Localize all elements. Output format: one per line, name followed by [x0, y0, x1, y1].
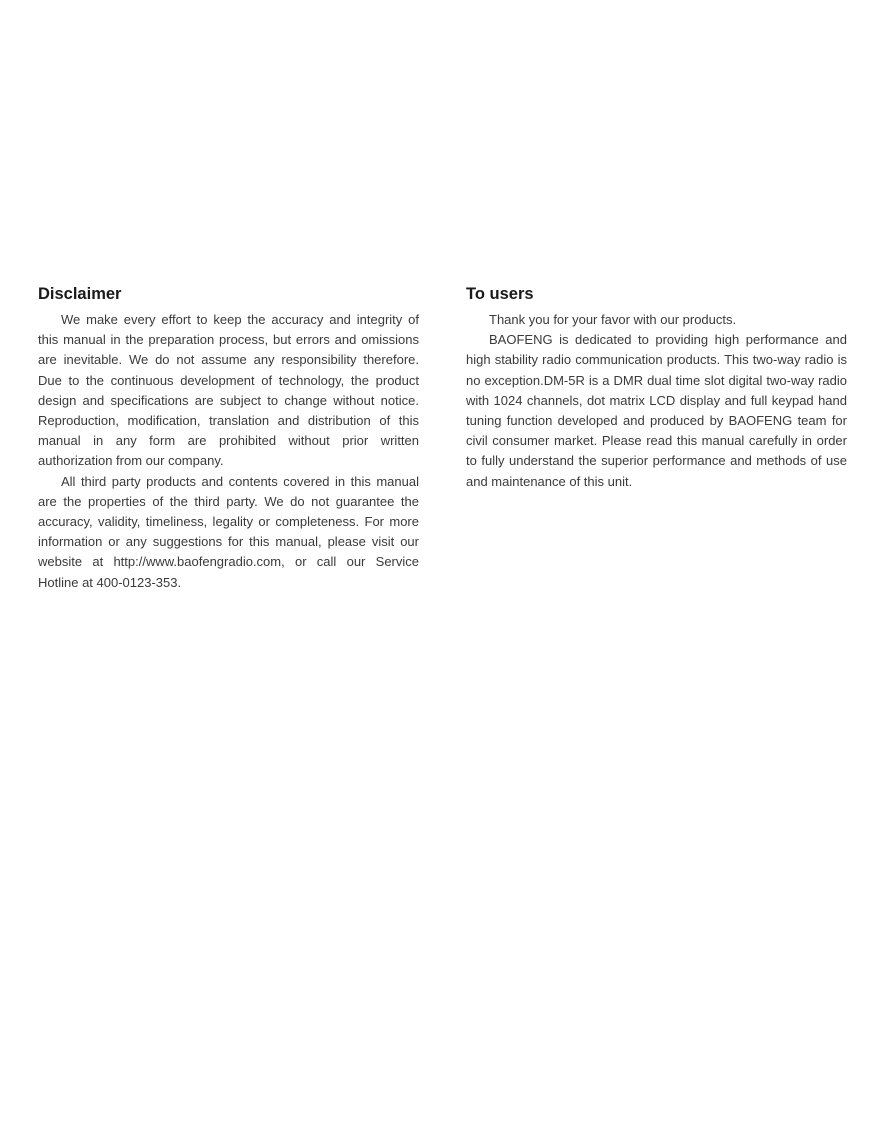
- disclaimer-heading: Disclaimer: [38, 285, 122, 303]
- disclaimer-paragraph-2: All third party products and contents covered in this manual are the properties of the third party. We do not guarantee the accuracy, validity, timeliness, legality or completeness. For more information or any suggestions for this manual, please visit our website at http://www.baofengradio.com, or call our Service Hotline at 400-0123-353.: [38, 473, 419, 590]
- to-users-paragraph-2: BAOFENG is dedicated to providing high performance and high stability radio communication products. This two-way radio is no exception.DM-5R is a DMR dual time slot digital two-way radio with 1024 channels, dot matrix LCD display and full keypad hand tuning function developed and produced by BAOFENG team for civil consumer market. Please read this manual carefully in order to fully understand the superior performance and methods of use and maintenance of this unit.: [466, 332, 847, 489]
- to-users-heading: To users: [466, 285, 534, 303]
- disclaimer-paragraph-1: We make every effort to keep the accuracy and integrity of this manual in the preparation process, but errors and omissions are inevitable. We do not assume any responsibility therefore. Due to the continuous development of technology, the product design and specifications are subject to change without notice. Reproduction, modification, translation and distribution of this manual in any form are prohibited without prior written authorization from our company.: [38, 312, 419, 469]
- disclaimer-section: [38, 284, 419, 593]
- to-users-paragraph-1: Thank you for your favor with our products.: [489, 312, 737, 327]
- to-users-section: [466, 284, 847, 492]
